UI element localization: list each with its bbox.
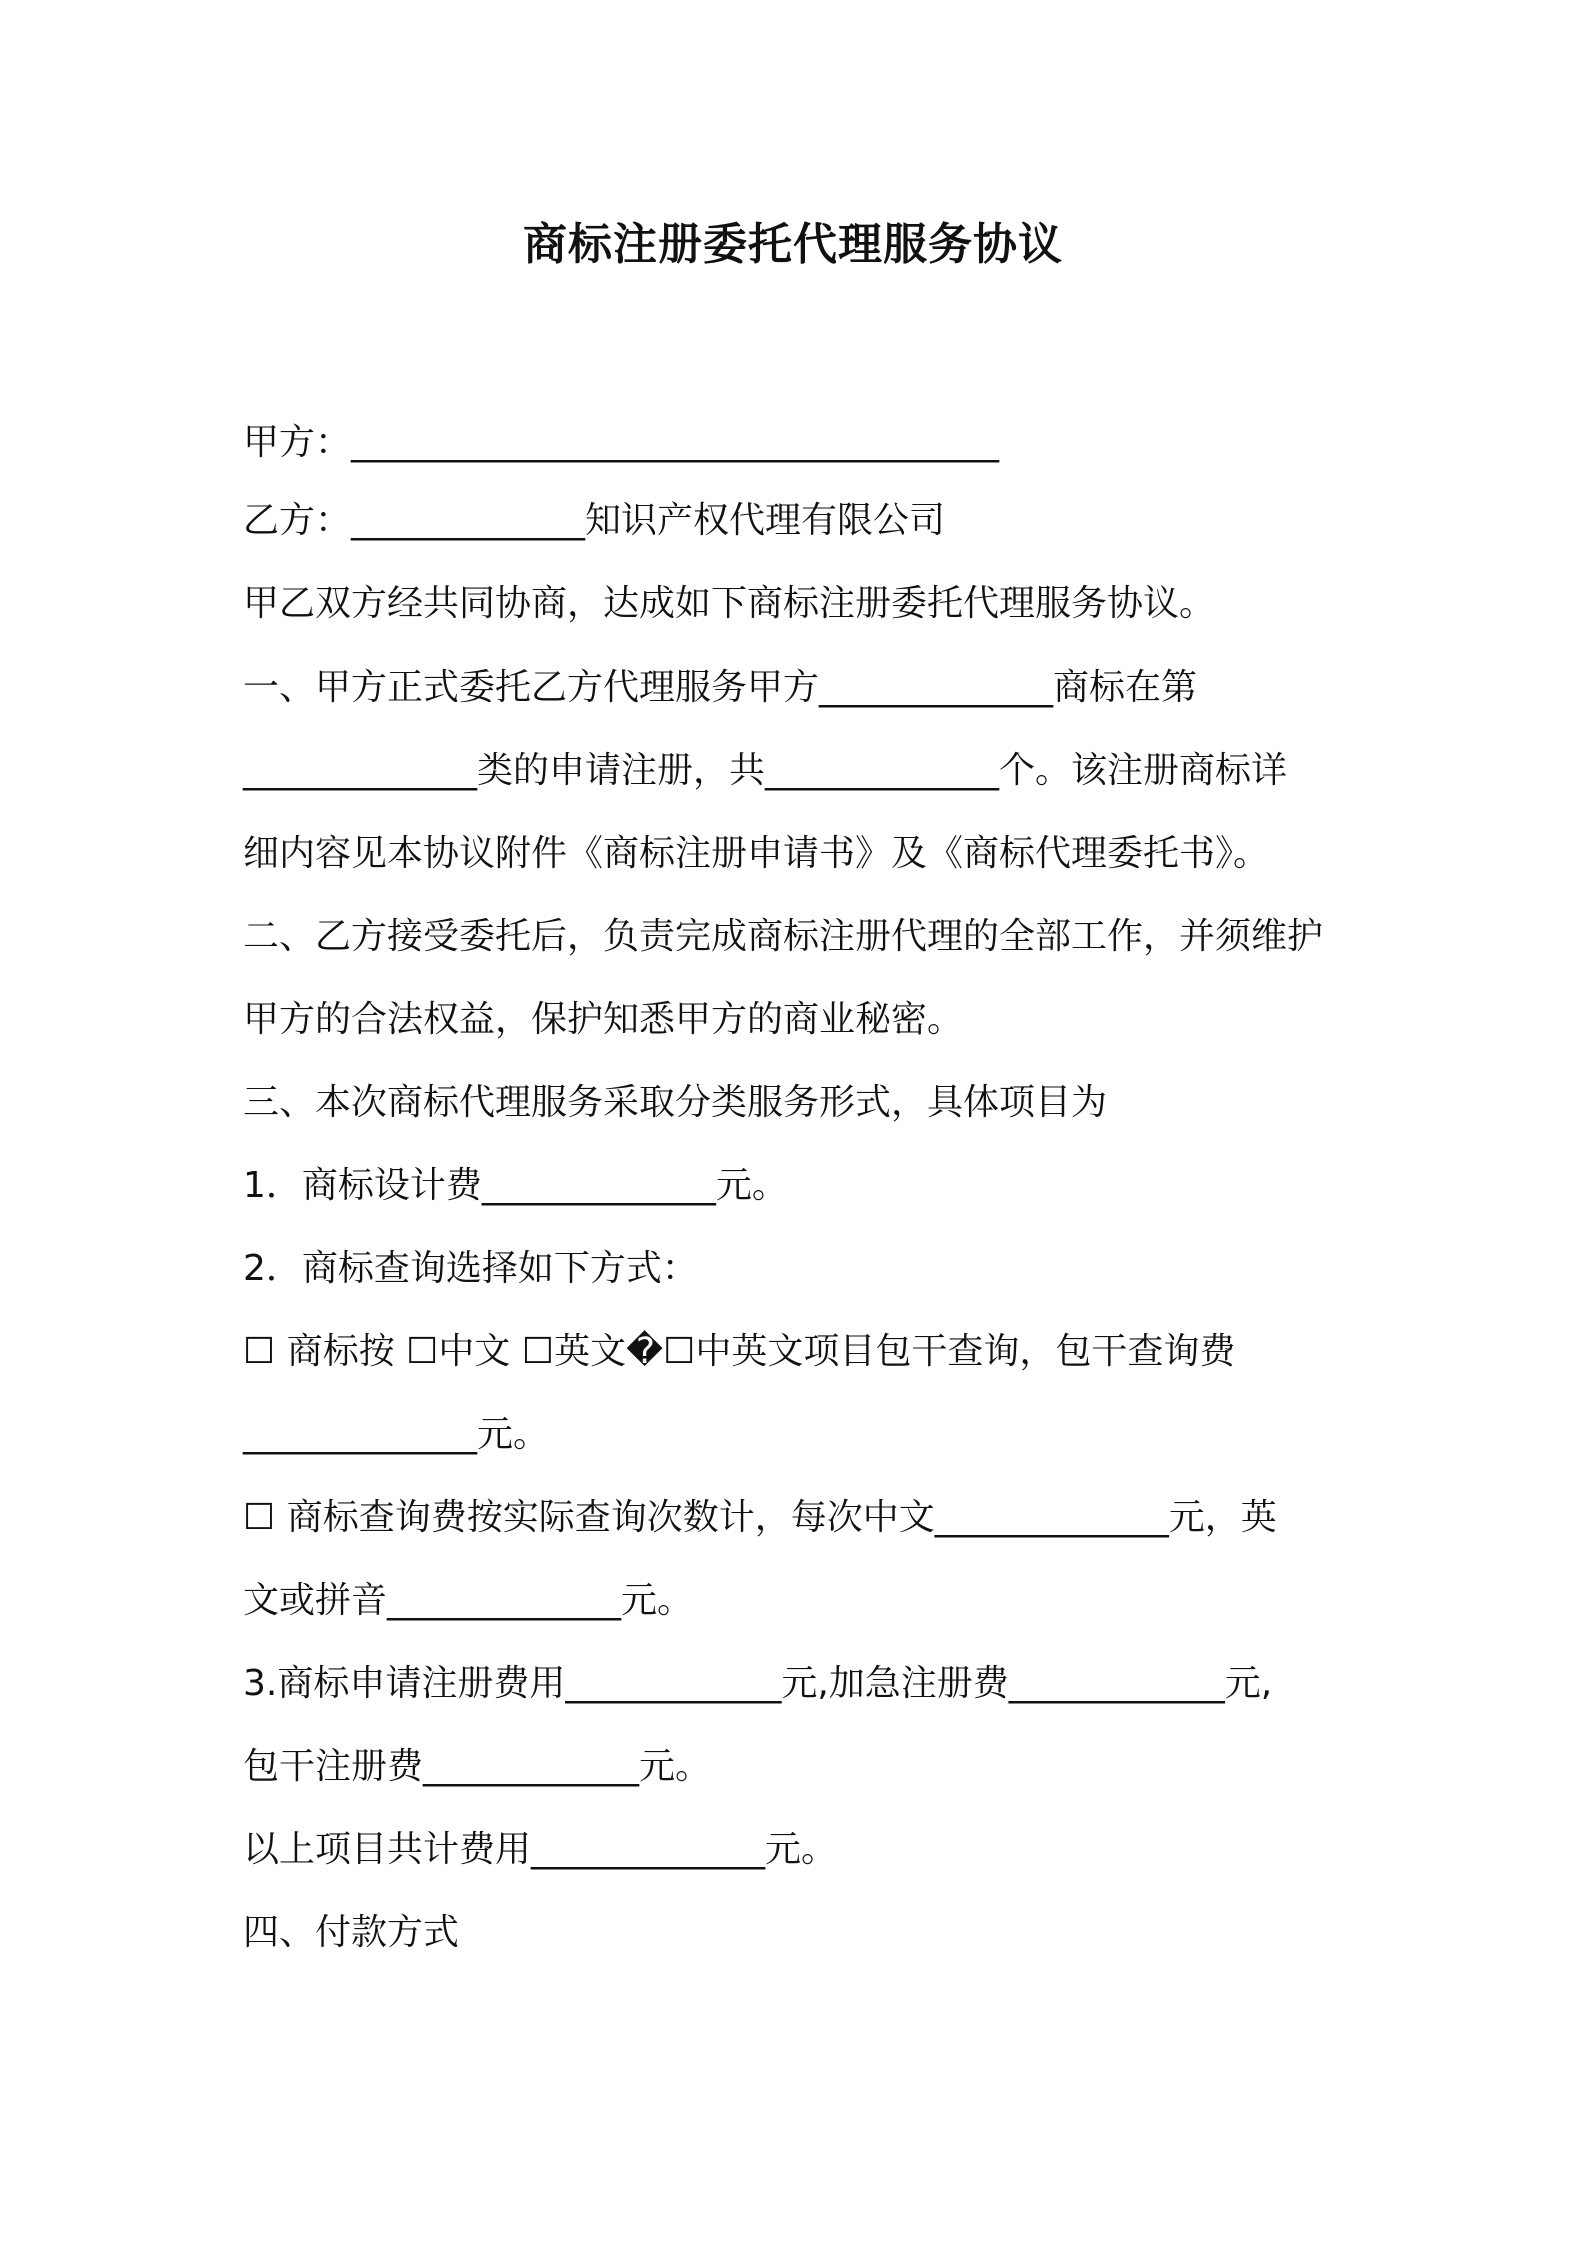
search-option-1-line-1: ☐ 商标按 ☐中文 ☐英文�☐中英文项目包干查询，包干查询费 bbox=[243, 1331, 1236, 1372]
search-option-2-line-1: ☐ 商标查询费按实际查询次数计，每次中文_____________元，英 bbox=[243, 1497, 1277, 1538]
party-a-line: 甲方：____________________________________ bbox=[243, 422, 1000, 463]
clause-4-heading: 四、付款方式 bbox=[243, 1912, 460, 1953]
item-1-design-fee: 1．商标设计费_____________元。 bbox=[243, 1165, 788, 1206]
clause-3-heading: 三、本次商标代理服务采取分类服务形式，具体项目为 bbox=[243, 1082, 1108, 1123]
search-option-2-line-2: 文或拼音_____________元。 bbox=[243, 1580, 694, 1621]
search-option-1-line-2: _____________元。 bbox=[243, 1414, 550, 1455]
item-3-registration-line-2: 包干注册费____________元。 bbox=[243, 1746, 712, 1787]
clause-1-line-3: 细内容见本协议附件《商标注册申请书》及《商标代理委托书》。 bbox=[243, 833, 1270, 874]
clause-2-line-1: 二、乙方接受委托后，负责完成商标注册代理的全部工作，并须维护 bbox=[243, 916, 1324, 957]
item-2-search-heading: 2．商标查询选择如下方式： bbox=[243, 1248, 698, 1289]
party-b-line: 乙方：_____________知识产权代理有限公司 bbox=[243, 500, 946, 541]
clause-2-line-2: 甲方的合法权益，保护知悉甲方的商业秘密。 bbox=[243, 999, 964, 1040]
document-title: 商标注册委托代理服务协议 bbox=[523, 219, 1063, 270]
item-3-registration-line-1: 3.商标申请注册费用____________元,加急注册费____________元, bbox=[243, 1663, 1273, 1704]
clause-1-line-1: 一、甲方正式委托乙方代理服务甲方_____________商标在第 bbox=[243, 667, 1198, 708]
intro-line: 甲乙双方经共同协商，达成如下商标注册委托代理服务协议。 bbox=[243, 583, 1216, 624]
total-fee-line: 以上项目共计费用_____________元。 bbox=[243, 1829, 838, 1870]
clause-1-line-2: _____________类的申请注册，共_____________个。该注册商标详 bbox=[243, 750, 1288, 791]
